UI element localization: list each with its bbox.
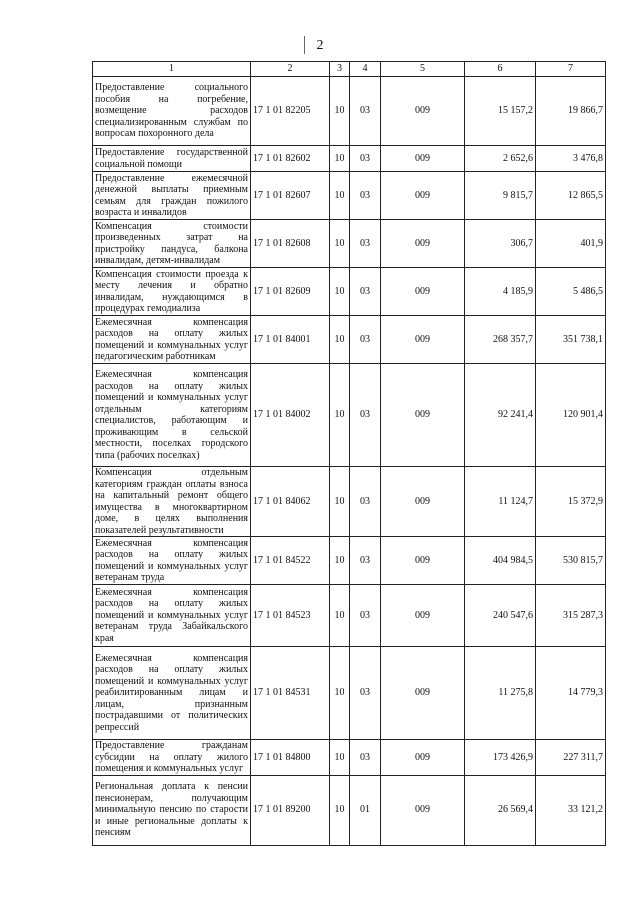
row-type: 009 — [381, 220, 465, 268]
row-subsection: 03 — [350, 647, 381, 740]
table-row — [93, 740, 606, 776]
row-subsection: 03 — [350, 467, 381, 537]
row-section: 10 — [330, 585, 350, 647]
row-value-7: 227 311,7 — [536, 740, 606, 776]
header-row — [93, 62, 606, 77]
row-type: 009 — [381, 364, 465, 467]
row-name: Предоставление ежемесячной денежной выплаты приемным семьям для граждан пожилого возраста и инвалидов — [93, 172, 251, 220]
row-type: 009 — [381, 775, 465, 845]
header-cell: 1 — [93, 62, 251, 77]
header-cell: 5 — [381, 62, 465, 77]
row-value-7: 351 738,1 — [536, 316, 606, 364]
row-value-6: 11 275,8 — [465, 647, 536, 740]
row-subsection: 01 — [350, 775, 381, 845]
header-cell: 2 — [251, 62, 330, 77]
row-section: 10 — [330, 172, 350, 220]
row-name: Предоставление социального пособия на погребение, возмещение расходов специализированным службам по вопросам похоронного дела — [93, 77, 251, 146]
header-cell: 6 — [465, 62, 536, 77]
table-row — [93, 467, 606, 537]
row-value-6: 173 426,9 — [465, 740, 536, 776]
row-code: 17 1 01 82607 — [251, 172, 330, 220]
row-code: 17 1 01 84523 — [251, 585, 330, 647]
scan-mark — [304, 36, 305, 54]
row-section: 10 — [330, 220, 350, 268]
row-code: 17 1 01 84522 — [251, 537, 330, 585]
row-value-7: 15 372,9 — [536, 467, 606, 537]
row-section: 10 — [330, 740, 350, 776]
row-subsection: 03 — [350, 220, 381, 268]
table-row — [93, 268, 606, 316]
row-code: 17 1 01 84531 — [251, 647, 330, 740]
row-section: 10 — [330, 537, 350, 585]
row-type: 009 — [381, 146, 465, 172]
row-subsection: 03 — [350, 364, 381, 467]
row-name: Компенсация отдельным категориям граждан оплаты взноса на капитальный ремонт общего имущества в многоквартирном доме, в целях выполнения показателей результативности — [93, 467, 251, 537]
row-value-7: 14 779,3 — [536, 647, 606, 740]
row-name: Предоставление государственной социальной помощи — [93, 146, 251, 172]
row-name: Компенсация стоимости произведенных затрат на пристройку пандуса, балкона инвалидам, детям-инвалидам — [93, 220, 251, 268]
row-code: 17 1 01 82602 — [251, 146, 330, 172]
row-value-6: 404 984,5 — [465, 537, 536, 585]
row-value-7: 33 121,2 — [536, 775, 606, 845]
row-subsection: 03 — [350, 740, 381, 776]
row-subsection: 03 — [350, 172, 381, 220]
header-cell: 4 — [350, 62, 381, 77]
row-section: 10 — [330, 775, 350, 845]
row-value-6: 306,7 — [465, 220, 536, 268]
budget-table — [92, 61, 606, 846]
header-cell: 3 — [330, 62, 350, 77]
row-name: Региональная доплата к пенсии пенсионерам, получающим минимальную пенсию по старости и иные региональные доплаты к пенсиям — [93, 775, 251, 845]
row-name: Ежемесячная компенсация расходов на оплату жилых помещений и коммунальных услуг ветеранам труда — [93, 537, 251, 585]
row-type: 009 — [381, 467, 465, 537]
row-value-6: 2 652,6 — [465, 146, 536, 172]
row-type: 009 — [381, 647, 465, 740]
row-value-6: 4 185,9 — [465, 268, 536, 316]
row-type: 009 — [381, 740, 465, 776]
row-subsection: 03 — [350, 585, 381, 647]
row-name: Ежемесячная компенсация расходов на оплату жилых помещений и коммунальных услуг ветеранам труда Забайкальского края — [93, 585, 251, 647]
row-value-7: 12 865,5 — [536, 172, 606, 220]
row-name: Ежемесячная компенсация расходов на оплату жилых помещений и коммунальных услуг педагогическим работникам — [93, 316, 251, 364]
table-row — [93, 647, 606, 740]
row-value-7: 3 476,8 — [536, 146, 606, 172]
row-value-6: 240 547,6 — [465, 585, 536, 647]
row-type: 009 — [381, 268, 465, 316]
row-code: 17 1 01 82609 — [251, 268, 330, 316]
table-row — [93, 77, 606, 146]
table-row — [93, 220, 606, 268]
row-subsection: 03 — [350, 268, 381, 316]
row-value-7: 401,9 — [536, 220, 606, 268]
row-value-6: 268 357,7 — [465, 316, 536, 364]
row-section: 10 — [330, 364, 350, 467]
row-value-6: 92 241,4 — [465, 364, 536, 467]
row-section: 10 — [330, 647, 350, 740]
row-section: 10 — [330, 77, 350, 146]
row-code: 17 1 01 84062 — [251, 467, 330, 537]
row-value-7: 530 815,7 — [536, 537, 606, 585]
row-value-7: 315 287,3 — [536, 585, 606, 647]
row-name: Ежемесячная компенсация расходов на оплату жилых помещений и коммунальных услуг реабилитированным лицам и лицам, признанным пострадавшими от политических репрессий — [93, 647, 251, 740]
table-row — [93, 775, 606, 845]
header-cell: 7 — [536, 62, 606, 77]
row-section: 10 — [330, 316, 350, 364]
row-type: 009 — [381, 537, 465, 585]
row-code: 17 1 01 84800 — [251, 740, 330, 776]
row-type: 009 — [381, 585, 465, 647]
row-subsection: 03 — [350, 146, 381, 172]
row-value-7: 19 866,7 — [536, 77, 606, 146]
page-number: 2 — [316, 38, 324, 53]
row-value-6: 15 157,2 — [465, 77, 536, 146]
table-row — [93, 585, 606, 647]
row-section: 10 — [330, 467, 350, 537]
row-section: 10 — [330, 268, 350, 316]
row-code: 17 1 01 82205 — [251, 77, 330, 146]
row-code: 17 1 01 82608 — [251, 220, 330, 268]
row-value-6: 26 569,4 — [465, 775, 536, 845]
table-row — [93, 537, 606, 585]
row-subsection: 03 — [350, 316, 381, 364]
table-row — [93, 172, 606, 220]
table-row — [93, 316, 606, 364]
row-section: 10 — [330, 146, 350, 172]
row-code: 17 1 01 89200 — [251, 775, 330, 845]
row-type: 009 — [381, 77, 465, 146]
row-value-7: 120 901,4 — [536, 364, 606, 467]
row-value-6: 9 815,7 — [465, 172, 536, 220]
row-value-6: 11 124,7 — [465, 467, 536, 537]
row-code: 17 1 01 84002 — [251, 364, 330, 467]
row-code: 17 1 01 84001 — [251, 316, 330, 364]
table-row — [93, 146, 606, 172]
table-row — [93, 364, 606, 467]
row-subsection: 03 — [350, 537, 381, 585]
row-type: 009 — [381, 172, 465, 220]
row-name: Ежемесячная компенсация расходов на оплату жилых помещений и коммунальных услуг отдельным категориям специалистов, работающим и проживающим в сельской местности, поселках городского типа (рабочих поселках) — [93, 364, 251, 467]
row-value-7: 5 486,5 — [536, 268, 606, 316]
row-type: 009 — [381, 316, 465, 364]
row-name: Компенсация стоимости проезда к месту лечения и обратно инвалидам, нуждающимся в процедурах гемодиализа — [93, 268, 251, 316]
row-name: Предоставление гражданам субсидии на оплату жилого помещения и коммунальных услуг — [93, 740, 251, 776]
row-subsection: 03 — [350, 77, 381, 146]
